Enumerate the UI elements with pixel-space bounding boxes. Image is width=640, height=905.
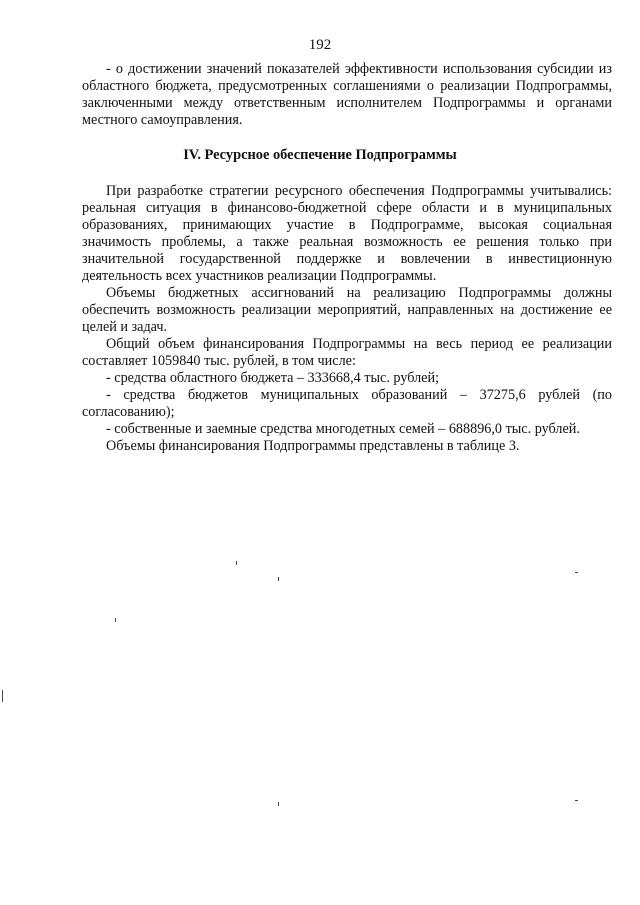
section-heading: IV. Ресурсное обеспечение Подпрограммы bbox=[183, 147, 457, 163]
paragraph-total-funding: Общий объем финансирования Подпрограммы на весь период ее реализации составляет 1059840 тыс. рублей, в том числе: bbox=[82, 336, 612, 369]
list-item-family-funds: - собственные и заемные средства многодетных семей – 688896,0 тыс. рублей. bbox=[106, 421, 580, 437]
scan-speck bbox=[278, 577, 279, 581]
scan-speck bbox=[575, 572, 578, 573]
list-item-municipal-budgets: - средства бюджетов муниципальных образований – 37275,6 рублей (по согласованию); bbox=[82, 387, 612, 420]
paragraph-strategy: При разработке стратегии ресурсного обеспечения Подпрограммы учитывались: реальная ситуация в финансово-бюджетной сфере области и в муниципальных образованиях, принимающих участие в Подпрограмме, высокая социальная значимость проблемы, а также реальная возможность ее решения только при значительной государственной поддержке и вовлечении в инвестиционную деятельность всех участников реализации Подпрограммы. bbox=[82, 183, 612, 284]
page-number: 192 bbox=[308, 37, 332, 53]
paragraph-table-reference: Объемы финансирования Подпрограммы представлены в таблице 3. bbox=[106, 438, 520, 454]
section-body bbox=[82, 183, 612, 455]
scan-speck bbox=[278, 802, 279, 806]
scan-speck bbox=[236, 561, 237, 565]
list-item-regional-budget: - средства областного бюджета – 333668,4 тыс. рублей; bbox=[106, 370, 440, 386]
scan-speck bbox=[115, 618, 116, 622]
scan-speck bbox=[2, 690, 3, 702]
scan-speck bbox=[575, 800, 578, 801]
paragraph-allocations: Объемы бюджетных ассигнований на реализацию Подпрограммы должны обеспечить возможность реализации мероприятий, направленных на достижение ее целей и задач. bbox=[82, 285, 612, 335]
intro-paragraph: - о достижении значений показателей эффективности использования субсидии из областного бюджета, предусмотренных соглашениями о реализации Подпрограммы, заключенными между ответственным исполнителем Подпрограммы и органами местного самоуправления. bbox=[82, 61, 612, 128]
intro-block bbox=[82, 61, 612, 129]
